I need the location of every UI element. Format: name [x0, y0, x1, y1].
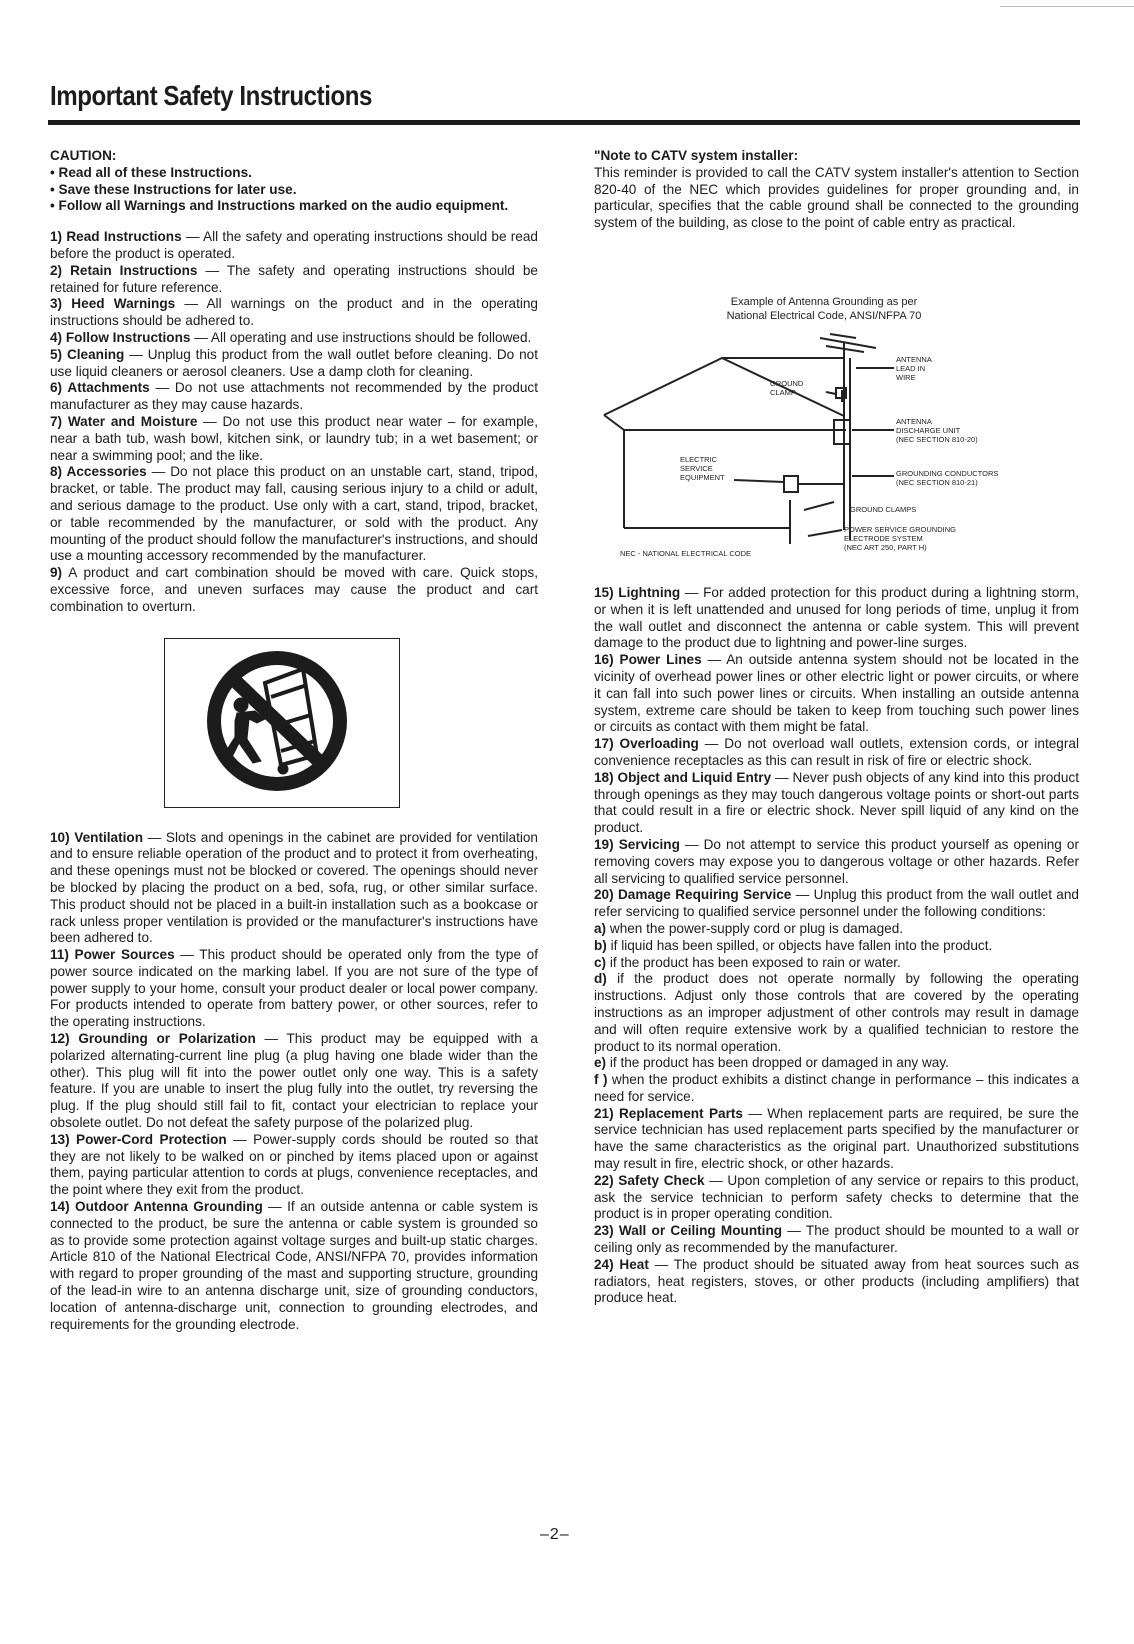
label-grounding-conductors: GROUNDING CONDUCTORS	[896, 468, 999, 478]
instruction-item	[594, 1072, 1079, 1106]
diagram-caption-line1: Example of Antenna Grounding as per	[730, 295, 918, 308]
diagram-caption-line2: National Electrical Code, ANSI/NFPA 70	[726, 309, 922, 322]
instruction-heading: b)	[594, 937, 607, 953]
caution-bullet: • Read all of these Instructions.	[50, 164, 252, 180]
instruction-heading: 24) Heat	[594, 1256, 649, 1272]
instruction-heading: 17) Overloading	[594, 736, 699, 752]
instruction-item	[594, 837, 1079, 887]
instruction-item	[50, 1132, 538, 1199]
instruction-item	[594, 770, 1079, 837]
page-title: Important Safety Instructions	[50, 80, 373, 111]
instruction-heading: 6) Attachments	[50, 380, 150, 396]
instruction-heading: 20) Damage Requiring Service	[594, 887, 792, 903]
instruction-text: — An outside antenna system should not be located in the vicinity of overhead power lines or other electric light or power circuits, or where it can fall into such power lines or circuits. When installing an outside antenna system, extreme care should be taken to keep from touching such power lines or circuits as contact with them might be fatal.	[594, 652, 1079, 735]
instruction-text: — Upon completion of any service or repairs to this product, ask the service technician to perform safety checks to determine that the product is in proper operating condition.	[594, 1172, 1079, 1222]
instruction-item	[594, 1055, 1079, 1072]
right-column	[594, 148, 1079, 1307]
instruction-heading: 9)	[50, 565, 63, 581]
instruction-item	[50, 347, 538, 381]
instruction-item	[594, 736, 1079, 770]
instruction-item	[50, 1031, 538, 1132]
instruction-heading: a)	[594, 920, 607, 936]
instruction-heading: 18) Object and Liquid Entry	[594, 769, 772, 785]
instruction-heading: d)	[594, 971, 607, 987]
instruction-text: — The product should be mounted to a wall or ceiling only as recommended by the manufacturer.	[594, 1223, 1079, 1256]
instruction-heading: 21) Replacement Parts	[594, 1105, 743, 1121]
instruction-heading: e)	[594, 1055, 607, 1071]
instruction-heading: 8) Accessories	[50, 464, 147, 480]
instruction-heading: f )	[594, 1072, 608, 1088]
svg-text:ELECTRODE SYSTEM: ELECTRODE SYSTEM	[844, 533, 923, 543]
instruction-item	[50, 565, 538, 615]
instruction-item	[594, 1106, 1079, 1173]
instruction-item	[594, 887, 1079, 921]
svg-text:(NEC SECTION 810-20): (NEC SECTION 810-20)	[896, 434, 978, 444]
instruction-text: — Power-supply cords should be routed so that they are not likely to be walked on or pinched by items placed upon or against them, paying particular attention to cords at plugs, convenience receptacles, and the point where they exit from the product.	[50, 1131, 538, 1198]
instruction-text: — Never push objects of any kind into this product through openings as they may touch dangerous voltage points or short-out parts that could result in a fire or electric shock. Never spill liquid of any kind on the product.	[594, 769, 1079, 836]
svg-text:(NEC ART 250, PART H): (NEC ART 250, PART H)	[844, 542, 927, 552]
instruction-text: — All the safety and operating instructions should be read before the product is operated.	[50, 229, 538, 261]
instruction-item	[50, 947, 538, 1031]
instruction-heading: 7) Water and Moisture	[50, 413, 198, 429]
instruction-heading: 13) Power-Cord Protection	[50, 1131, 227, 1147]
instruction-text: — Do not place this product on an unstable cart, stand, tripod, bracket, or table. The product may fall, causing serious injury to a child or adult, and serious damage to the product. Use only with a cart, stand, tripod, bracket, or table recommended by the manufacturer, or sold with the product. Any mounting of the product should follow the manufacturer's instructions, and should use a mounting accessory recommended by the manufacturer.	[50, 464, 539, 564]
svg-text:(NEC SECTION 810-21): (NEC SECTION 810-21)	[896, 477, 978, 487]
instruction-text: — All operating and use instructions should be followed.	[190, 329, 532, 345]
instruction-text: if the product has been exposed to rain or water.	[606, 954, 901, 970]
instruction-text: — Do not overload wall outlets, extension cords, or integral convenience receptacles as this can result in risk of fire or electric shock.	[594, 736, 1079, 768]
catv-note-text: This reminder is provided to call the CATV system installer's attention to Section 820-40 of the NEC which provides guidelines for proper grounding and, in particular, specifies that the cable ground shall be connected to the grounding system of the building, as close to the point of cable entry as practical.	[594, 164, 1079, 231]
instruction-text: — When replacement parts are required, be sure the service technician has used replacement parts specified by the manufacturer or have the same characteristics as the original part. Unauthorized substitutions may result in fire, electric shock, or other hazards.	[594, 1105, 1079, 1172]
instruction-text: — Unplug this product from the wall outlet before cleaning. Do not use liquid cleaners or aerosol cleaners. Use a damp cloth for cleaning.	[50, 346, 539, 379]
svg-text:WIRE: WIRE	[896, 372, 916, 382]
instruction-text: — This product should be operated only from the type of power source indicated on the marking label. If you are not sure of the type of power supply to your home, consult your product dealer or local power company. For products intended to operate from battery power, or other sources, refer to the operating instructions.	[50, 947, 539, 1030]
service-conditions-list	[594, 921, 1079, 1106]
instruction-item	[50, 263, 538, 297]
instruction-text: if liquid has been spilled, or objects have fallen into the product.	[606, 937, 993, 953]
instruction-heading: 3) Heed Warnings	[50, 296, 176, 312]
label-electric-service: ELECTRIC	[680, 454, 718, 464]
instruction-text: — The product should be situated away from heat sources such as radiators, heat registers, stoves, or other products (including amplifiers) that produce heat.	[594, 1256, 1079, 1306]
instruction-heading: 11) Power Sources	[50, 947, 175, 963]
instruction-item	[50, 296, 538, 330]
svg-text:DISCHARGE UNIT: DISCHARGE UNIT	[896, 425, 961, 435]
instruction-text: — Slots and openings in the cabinet are provided for ventilation and to ensure reliable operation of the product and to protect it from overheating, and these openings must not be blocked or covered. The openings should never be blocked by placing the product on a bed, sofa, rug, or other similar surface. This product should not be placed in a built-in installation such as a bookcase or rack unless proper ventilation is provided or the manufacturer's instructions have been adhered to.	[50, 829, 538, 946]
instruction-item	[50, 830, 538, 948]
svg-text:CLAMP: CLAMP	[770, 387, 796, 397]
instruction-item	[594, 652, 1079, 736]
caution-bullet: • Follow all Warnings and Instructions marked on the audio equipment.	[50, 198, 509, 214]
title-rule	[48, 120, 1080, 125]
instruction-heading: 23) Wall or Ceiling Mounting	[594, 1223, 783, 1239]
left-column	[50, 148, 538, 1333]
label-electrode-system: POWER SERVICE GROUNDING	[844, 524, 956, 534]
instruction-item	[50, 330, 538, 347]
label-ground-clamp: GROUND	[770, 378, 804, 388]
instruction-text: — Unplug this product from the wall outlet and refer servicing to qualified service personnel under the following conditions:	[594, 887, 1079, 920]
instruction-text: if the product does not operate normally by following the operating instructions. Adjust only those controls that are covered by the operating instructions as an improper adjustment of other controls may result in damage and will often require extensive work by a qualified technician to restore the product to its normal operation.	[594, 971, 1079, 1054]
label-ground-clamps: GROUND CLAMPS	[850, 504, 917, 514]
instruction-heading: c)	[594, 954, 607, 970]
antenna-grounding-diagram	[594, 240, 1079, 585]
instruction-text: if the product has been dropped or damaged in any way.	[606, 1055, 949, 1071]
instruction-heading: 10) Ventilation	[50, 829, 144, 845]
caution-heading: CAUTION:	[50, 148, 117, 163]
instruction-heading: 2) Retain Instructions	[50, 262, 198, 278]
instruction-item	[594, 1257, 1079, 1307]
instruction-text: — If an outside antenna or cable system is connected to the product, be sure the antenna or cable system is grounded so as to provide some protection against voltage surges and built-up static charges. Article 810 of the National Electrical Code, ANSI/NFPA 70, provides information with regard to proper grounding of the mast and supporting structure, grounding of the lead-in wire to an antenna discharge unit, size of grounding conductors, location of antenna-discharge unit, connection to grounding electrodes, and requirements for the grounding electrode.	[50, 1199, 538, 1332]
instruction-heading: 14) Outdoor Antenna Grounding	[50, 1199, 263, 1215]
page-number: –2–	[540, 1526, 570, 1543]
instruction-item	[50, 414, 538, 464]
instruction-text: — For added protection for this product during a lightning storm, or when it is left unattended and unused for long periods of time, unplug it from the wall outlet and disconnect the antenna or cable system. This will prevent damage to the product due to lightning and power-line surges.	[594, 584, 1080, 651]
label-discharge-unit: ANTENNA	[896, 416, 932, 426]
caution-bullet: • Save these Instructions for later use.	[50, 181, 297, 197]
instruction-item	[594, 938, 1079, 955]
instruction-item	[50, 380, 538, 414]
instruction-list-1-9	[50, 229, 538, 615]
instruction-text: A product and cart combination should be moved with care. Quick stops, excessive force, and uneven surfaces may cause the product and cart combination to overturn.	[50, 565, 538, 614]
instruction-text: — Do not attempt to service this product yourself as opening or removing covers may expose you to dangerous voltage or other hazards. Refer all servicing to qualified service personnel.	[594, 836, 1080, 886]
instruction-item	[594, 921, 1079, 938]
instruction-text: — Do not use this product near water – for example, near a bath tub, wash bowl, kitchen sink, or laundry tub; in a wet basement; or near a swimming pool; and the like.	[50, 413, 538, 463]
instruction-list-15-20	[594, 585, 1079, 921]
instruction-heading: 1) Read Instructions	[50, 229, 182, 245]
instruction-heading: 4) Follow Instructions	[50, 329, 191, 345]
instruction-list-21-24	[594, 1106, 1079, 1308]
instruction-text: when the power-supply cord or plug is damaged.	[606, 920, 904, 936]
svg-text:SERVICE: SERVICE	[680, 463, 713, 473]
instruction-heading: 16) Power Lines	[594, 652, 702, 668]
scan-edge-line	[1000, 6, 1134, 7]
instruction-text: when the product exhibits a distinct change in performance – this indicates a need for service.	[594, 1072, 1079, 1104]
instruction-heading: 15) Lightning	[594, 584, 681, 600]
instruction-item	[50, 1199, 538, 1333]
instruction-heading: 12) Grounding or Polarization	[50, 1031, 256, 1047]
instruction-item	[594, 1173, 1079, 1223]
cart-warning-symbol-box	[164, 638, 400, 808]
instruction-text: — This product may be equipped with a polarized alternating-current line plug (a plug having one blade wider than the other). This plug will fit into the power outlet only one way. This is a safety feature. If you are unable to insert the plug fully into the outlet, try reversing the plug. If the plug should still fail to fit, contact your electrician to replace your obsolete outlet. Do not defeat the safety purpose of the polarized plug.	[50, 1031, 538, 1131]
instruction-list-10-14	[50, 830, 538, 1334]
instruction-item	[594, 971, 1079, 1055]
svg-text:EQUIPMENT: EQUIPMENT	[680, 472, 725, 482]
instruction-text: — Do not use attachments not recommended by the product manufacturer as they may cause hazards.	[50, 380, 538, 413]
instruction-heading: 22) Safety Check	[594, 1172, 705, 1188]
instruction-item	[50, 229, 538, 263]
instruction-heading: 5) Cleaning	[50, 346, 125, 362]
label-nec: NEC - NATIONAL ELECTRICAL CODE	[620, 548, 751, 558]
instruction-item	[50, 464, 538, 565]
catv-note-heading: "Note to CATV system installer:	[594, 148, 799, 163]
svg-text:LEAD IN: LEAD IN	[896, 363, 926, 373]
instruction-heading: 19) Servicing	[594, 836, 680, 852]
cart-tip-over-icon	[165, 639, 399, 807]
instruction-item	[594, 585, 1079, 652]
instruction-item	[594, 1223, 1079, 1257]
label-antenna-lead: ANTENNA	[896, 354, 932, 364]
instruction-item	[594, 955, 1079, 972]
instruction-text: — The safety and operating instructions should be retained for future reference.	[50, 262, 538, 295]
instruction-text: — All warnings on the product and in the operating instructions should be adhered to.	[50, 296, 538, 329]
